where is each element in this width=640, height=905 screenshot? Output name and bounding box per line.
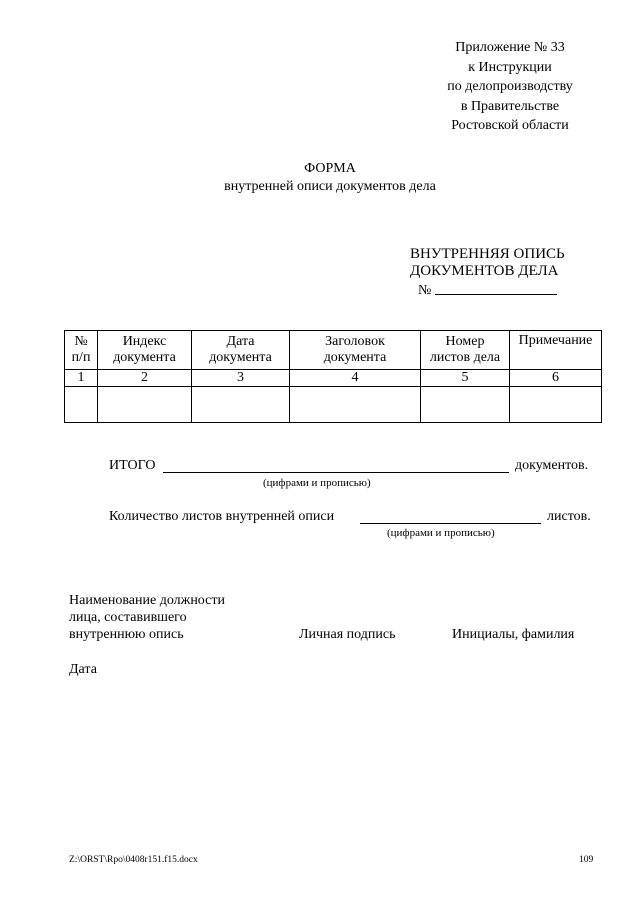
form-subtitle: внутренней описи документов дела	[224, 179, 436, 194]
documents-table	[64, 330, 602, 423]
position-line3: внутреннюю опись	[69, 627, 184, 642]
column-number: 5	[421, 370, 510, 387]
table-cell[interactable]	[290, 387, 421, 423]
col-header-date: Дата документа	[192, 331, 290, 370]
inventory-title	[410, 246, 565, 280]
sheet-count-label: Количество листов внутренней описи	[109, 509, 335, 524]
position-line2: лица, составившего	[69, 610, 187, 625]
col-header-index: Индекс документа	[98, 331, 192, 370]
inventory-number-label: №	[418, 283, 432, 298]
column-number: 4	[290, 370, 421, 387]
appendix-line: в Правительстве	[460, 98, 560, 114]
column-number: 3	[192, 370, 290, 387]
table-cell[interactable]	[192, 387, 290, 423]
col-header-sheets: Номер листов дела	[421, 331, 510, 370]
inventory-title-line2: ДОКУМЕНТОВ ДЕЛА	[410, 263, 559, 279]
appendix-line: к Инструкции	[468, 59, 552, 75]
sheet-count-suffix: листов.	[547, 509, 591, 524]
initials-label: Инициалы, фамилия	[452, 627, 575, 642]
footer-file-path: Z:\ORST\Rpo\0408r151.f15.docx	[69, 855, 198, 865]
col-header-title: Заголовок документа	[290, 331, 421, 370]
total-field[interactable]	[163, 472, 509, 473]
form-heading	[160, 160, 500, 196]
position-line1: Наименование должности	[69, 593, 225, 608]
column-number: 2	[98, 370, 192, 387]
signature-position	[69, 592, 225, 643]
form-title: ФОРМА	[304, 161, 356, 176]
sheet-count-caption: (цифрами и прописью)	[387, 527, 495, 539]
inventory-title-line1: ВНУТРЕННЯЯ ОПИСЬ	[410, 246, 565, 262]
table-cell[interactable]	[65, 387, 98, 423]
personal-signature-label: Личная подпись	[299, 627, 396, 642]
table-row	[65, 387, 602, 423]
appendix-note	[420, 38, 600, 136]
col-header-note: Примечание	[510, 331, 602, 370]
appendix-line: по делопроизводству	[447, 79, 573, 94]
sheet-count-field[interactable]	[360, 523, 541, 524]
date-label: Дата	[69, 662, 97, 677]
total-caption: (цифрами и прописью)	[263, 477, 371, 489]
table-cell[interactable]	[421, 387, 510, 423]
total-suffix: документов.	[515, 458, 589, 473]
inventory-number-field[interactable]	[435, 281, 557, 295]
total-label: ИТОГО	[109, 458, 156, 473]
column-number: 6	[510, 370, 602, 387]
col-header-number: № п/п	[65, 331, 98, 370]
table-column-numbers-row	[65, 370, 602, 387]
appendix-line: Приложение № 33	[455, 40, 565, 55]
table-cell[interactable]	[510, 387, 602, 423]
table-cell[interactable]	[98, 387, 192, 423]
appendix-line: Ростовской области	[451, 118, 569, 133]
table-header-row	[65, 331, 602, 370]
column-number: 1	[65, 370, 98, 387]
footer-page-number: 109	[579, 855, 594, 865]
inventory-number	[418, 281, 557, 299]
